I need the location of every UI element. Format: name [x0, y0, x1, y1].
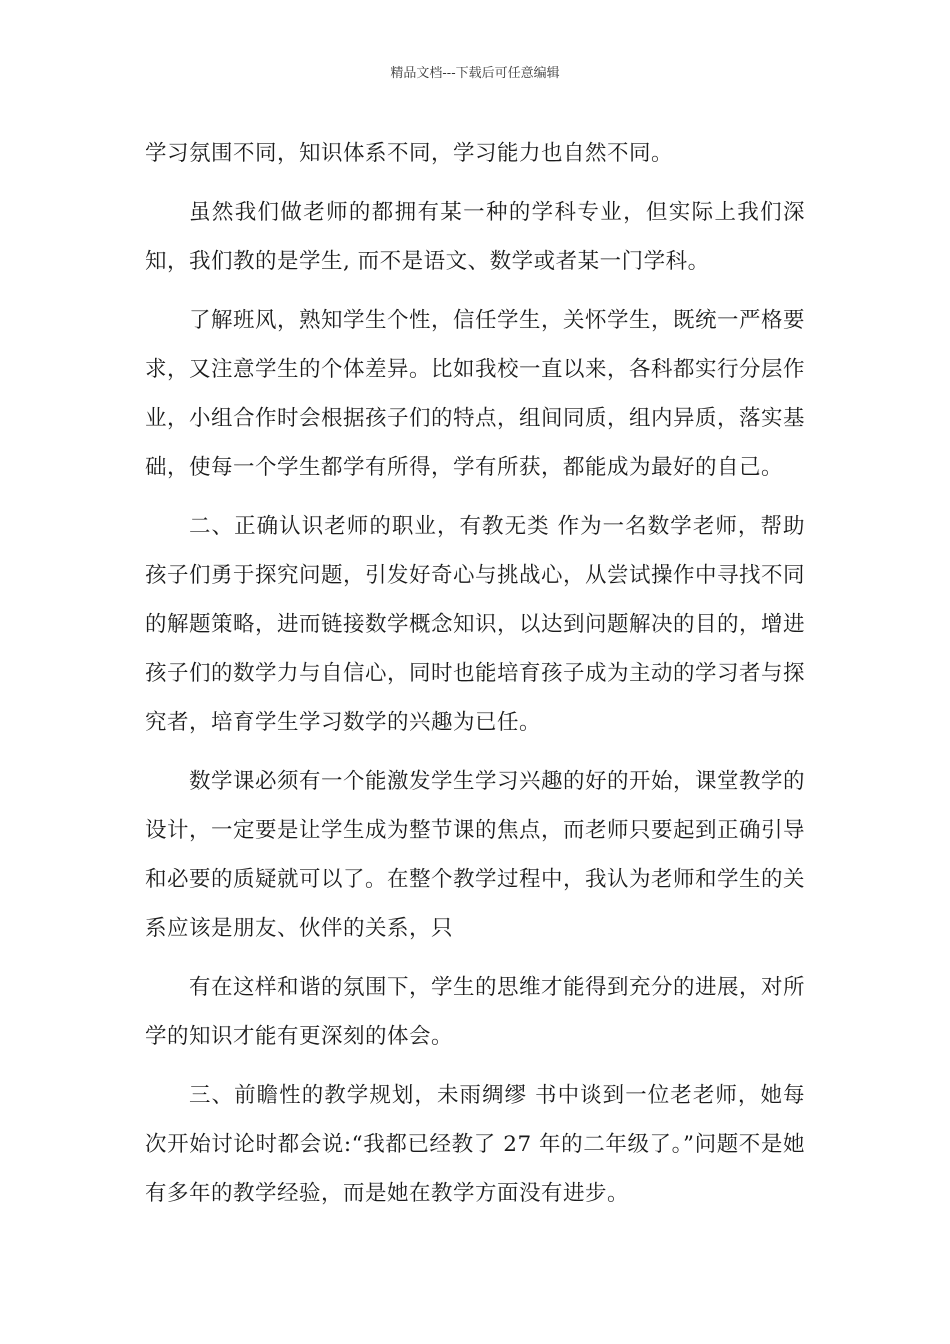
- paragraph-7: 三、前瞻性的教学规划，未雨绸缪 书中谈到一位老老师，她每次开始讨论时都会说:“我都已经教了 27 年的二年级了。”问题不是她有多年的教学经验，而是她在教学方面没有进步。: [145, 1083, 805, 1206]
- document-body: [145, 129, 805, 1228]
- paragraph-2: 虽然我们做老师的都拥有某一种的学科专业，但实际上我们深知，我们教的是学生, 而不是语文、数学或者某一门学科。: [145, 200, 805, 274]
- paragraph-1: 学习氛围不同，知识体系不同，学习能力也自然不同。: [145, 141, 674, 166]
- paragraph-3: 了解班风，熟知学生个性，信任学生，关怀学生，既统一严格要求，又注意学生的个体差异。比如我校一直以来，各科都实行分层作业，小组合作时会根据孩子们的特点，组间同质，组内异质，落实基础，使每一个学生都学有所得，学有所获，都能成为最好的自己。: [145, 308, 806, 480]
- page-header: 精品文档---下载后可任意编辑: [390, 66, 560, 81]
- paragraph-5: 数学课必须有一个能激发学生学习兴趣的好的开始，课堂教学的设计，一定要是让学生成为整节课的焦点，而老师只要起到正确引导和必要的质疑就可以了。在整个教学过程中，我认为老师和学生的关系应该是朋友、伙伴的关系，只: [145, 769, 806, 941]
- paragraph-6: 有在这样和谐的氛围下，学生的思维才能得到充分的进展，对所学的知识才能有更深刻的体会。: [145, 975, 806, 1049]
- paragraph-4: 二、正确认识老师的职业，有教无类 作为一名数学老师，帮助孩子们勇于探究问题，引发好奇心与挑战心，从尝试操作中寻找不同的解题策略，进而链接数学概念知识，以达到问题解决的目的，增进孩子们的数学力与自信心，同时也能培育孩子成为主动的学习者与探究者，培育学生学习数学的兴趣为已任。: [145, 514, 806, 735]
